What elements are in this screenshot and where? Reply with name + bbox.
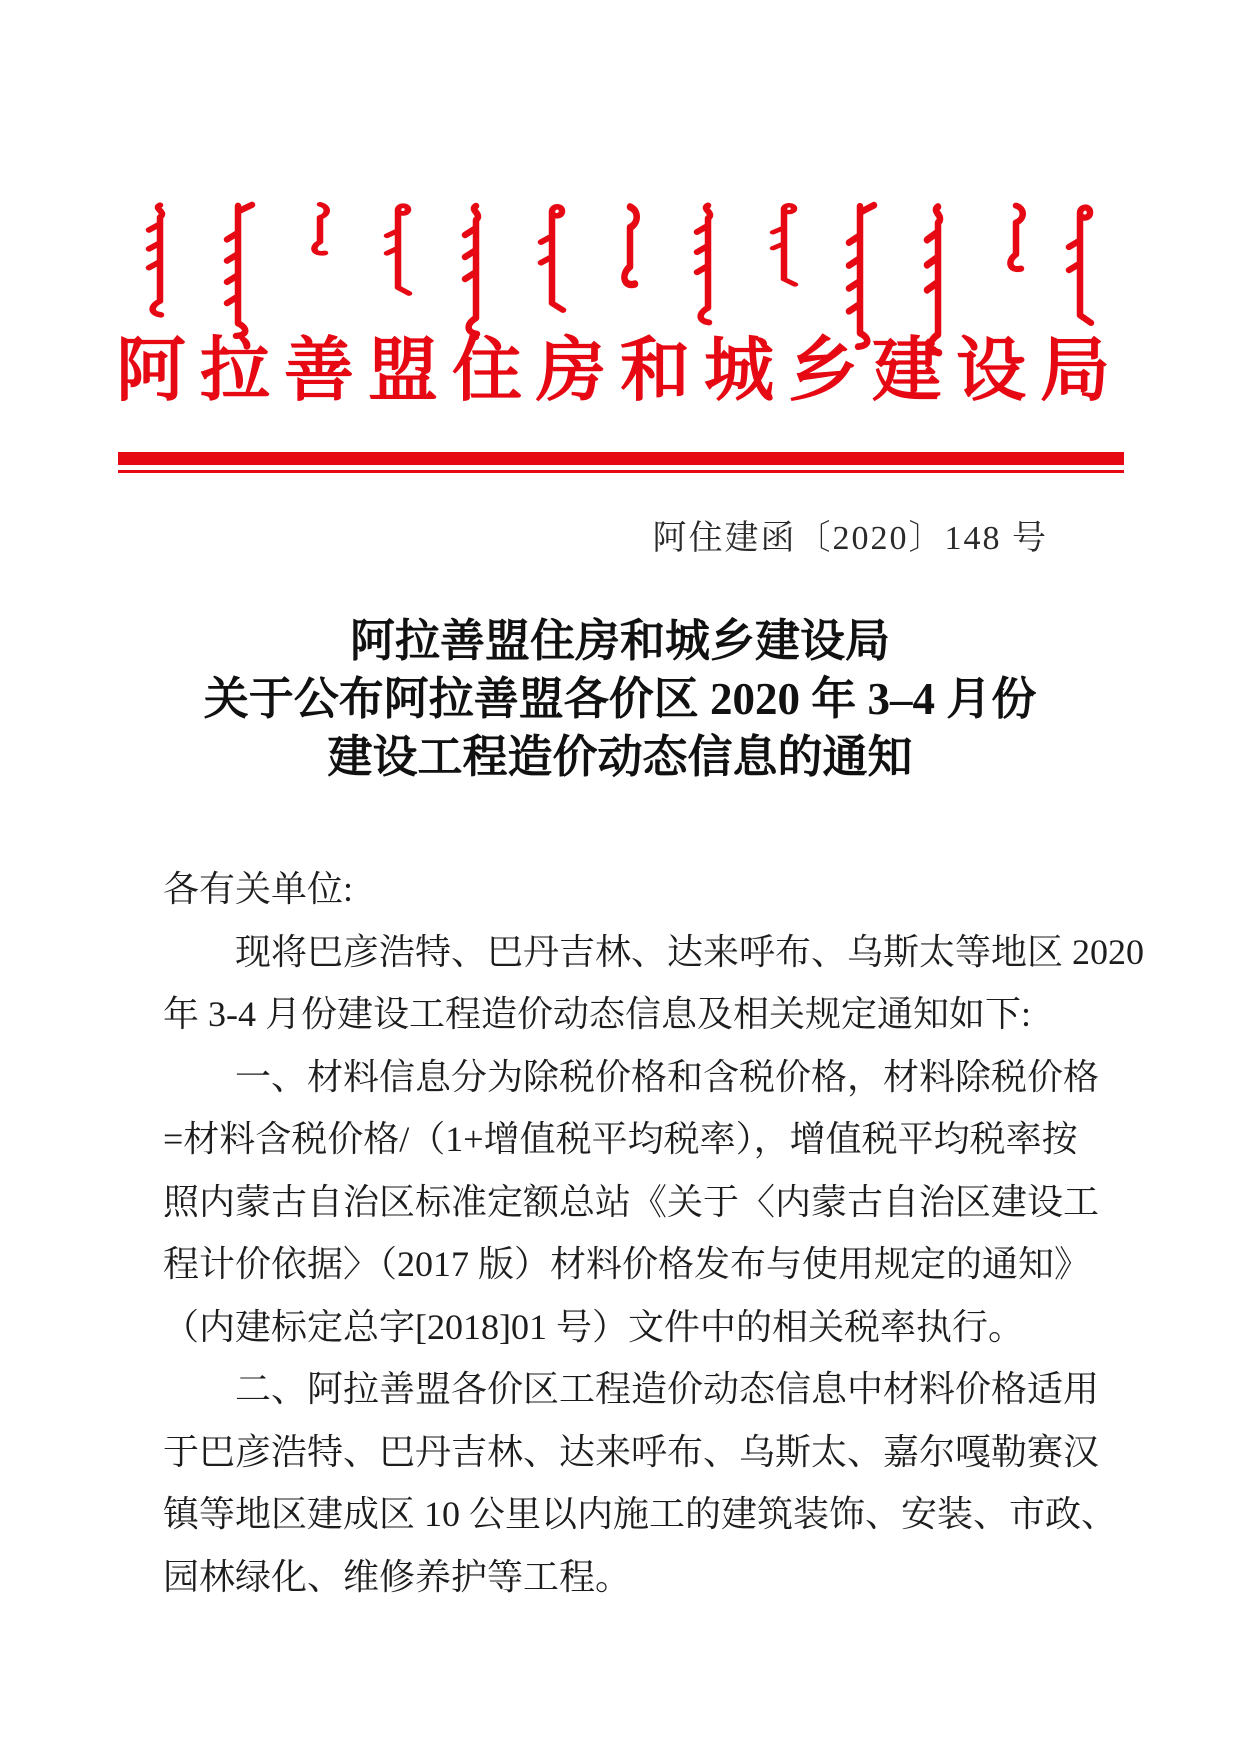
body-line: 照内蒙古自治区标准定额总站《关于〈内蒙古自治区建设工 (163, 1181, 1100, 1222)
notice-body (163, 858, 1145, 1608)
agency-name: 阿拉善盟住房和城乡建设局 (116, 333, 1124, 410)
body-line: 年 3-4 月份建设工程造价动态信息及相关规定通知如下: (163, 994, 1031, 1034)
body-line: （内建标定总字[2018]01 号）文件中的相关税率执行。 (163, 1306, 1024, 1347)
document-number: 阿住建函〔2020〕148 号 (652, 520, 1048, 557)
body-line: 现将巴彦浩特、巴丹吉林、达来呼布、乌斯太等地区 2020 (235, 931, 1145, 972)
body-line: 于巴彦浩特、巴丹吉林、达来呼布、乌斯太、嘉尔嘎勒赛汉 (163, 1431, 1100, 1472)
body-line: 园林绿化、维修养护等工程。 (163, 1556, 632, 1597)
body-line: 二、阿拉善盟各价区工程造价动态信息中材料价格适用 (235, 1369, 1100, 1409)
salutation: 各有关单位: (163, 869, 354, 909)
notice-title-line-2: 关于公布阿拉善盟各价区 2020 年 3–4 月份 (203, 674, 1037, 724)
body-line: 一、材料信息分为除税价格和含税价格，材料除税价格 (235, 1056, 1100, 1097)
body-line: 程计价依据〉（2017 版）材料价格发布与使用规定的通知》 (163, 1244, 1091, 1284)
red-rule-thick (118, 452, 1124, 465)
body-line: 镇等地区建成区 10 公里以内施工的建筑装饰、安装、市政、 (163, 1494, 1118, 1534)
notice-title-line-1: 阿拉善盟住房和城乡建设局 (349, 616, 890, 666)
red-rule-thin (118, 470, 1124, 473)
body-line: =材料含税价格/（1+增值税平均税率），增值税平均税率按 (163, 1119, 1078, 1159)
notice-title-line-3: 建设工程造价动态信息的通知 (327, 732, 913, 782)
notice-title (0, 612, 1240, 786)
red-header-rule (118, 452, 1124, 473)
